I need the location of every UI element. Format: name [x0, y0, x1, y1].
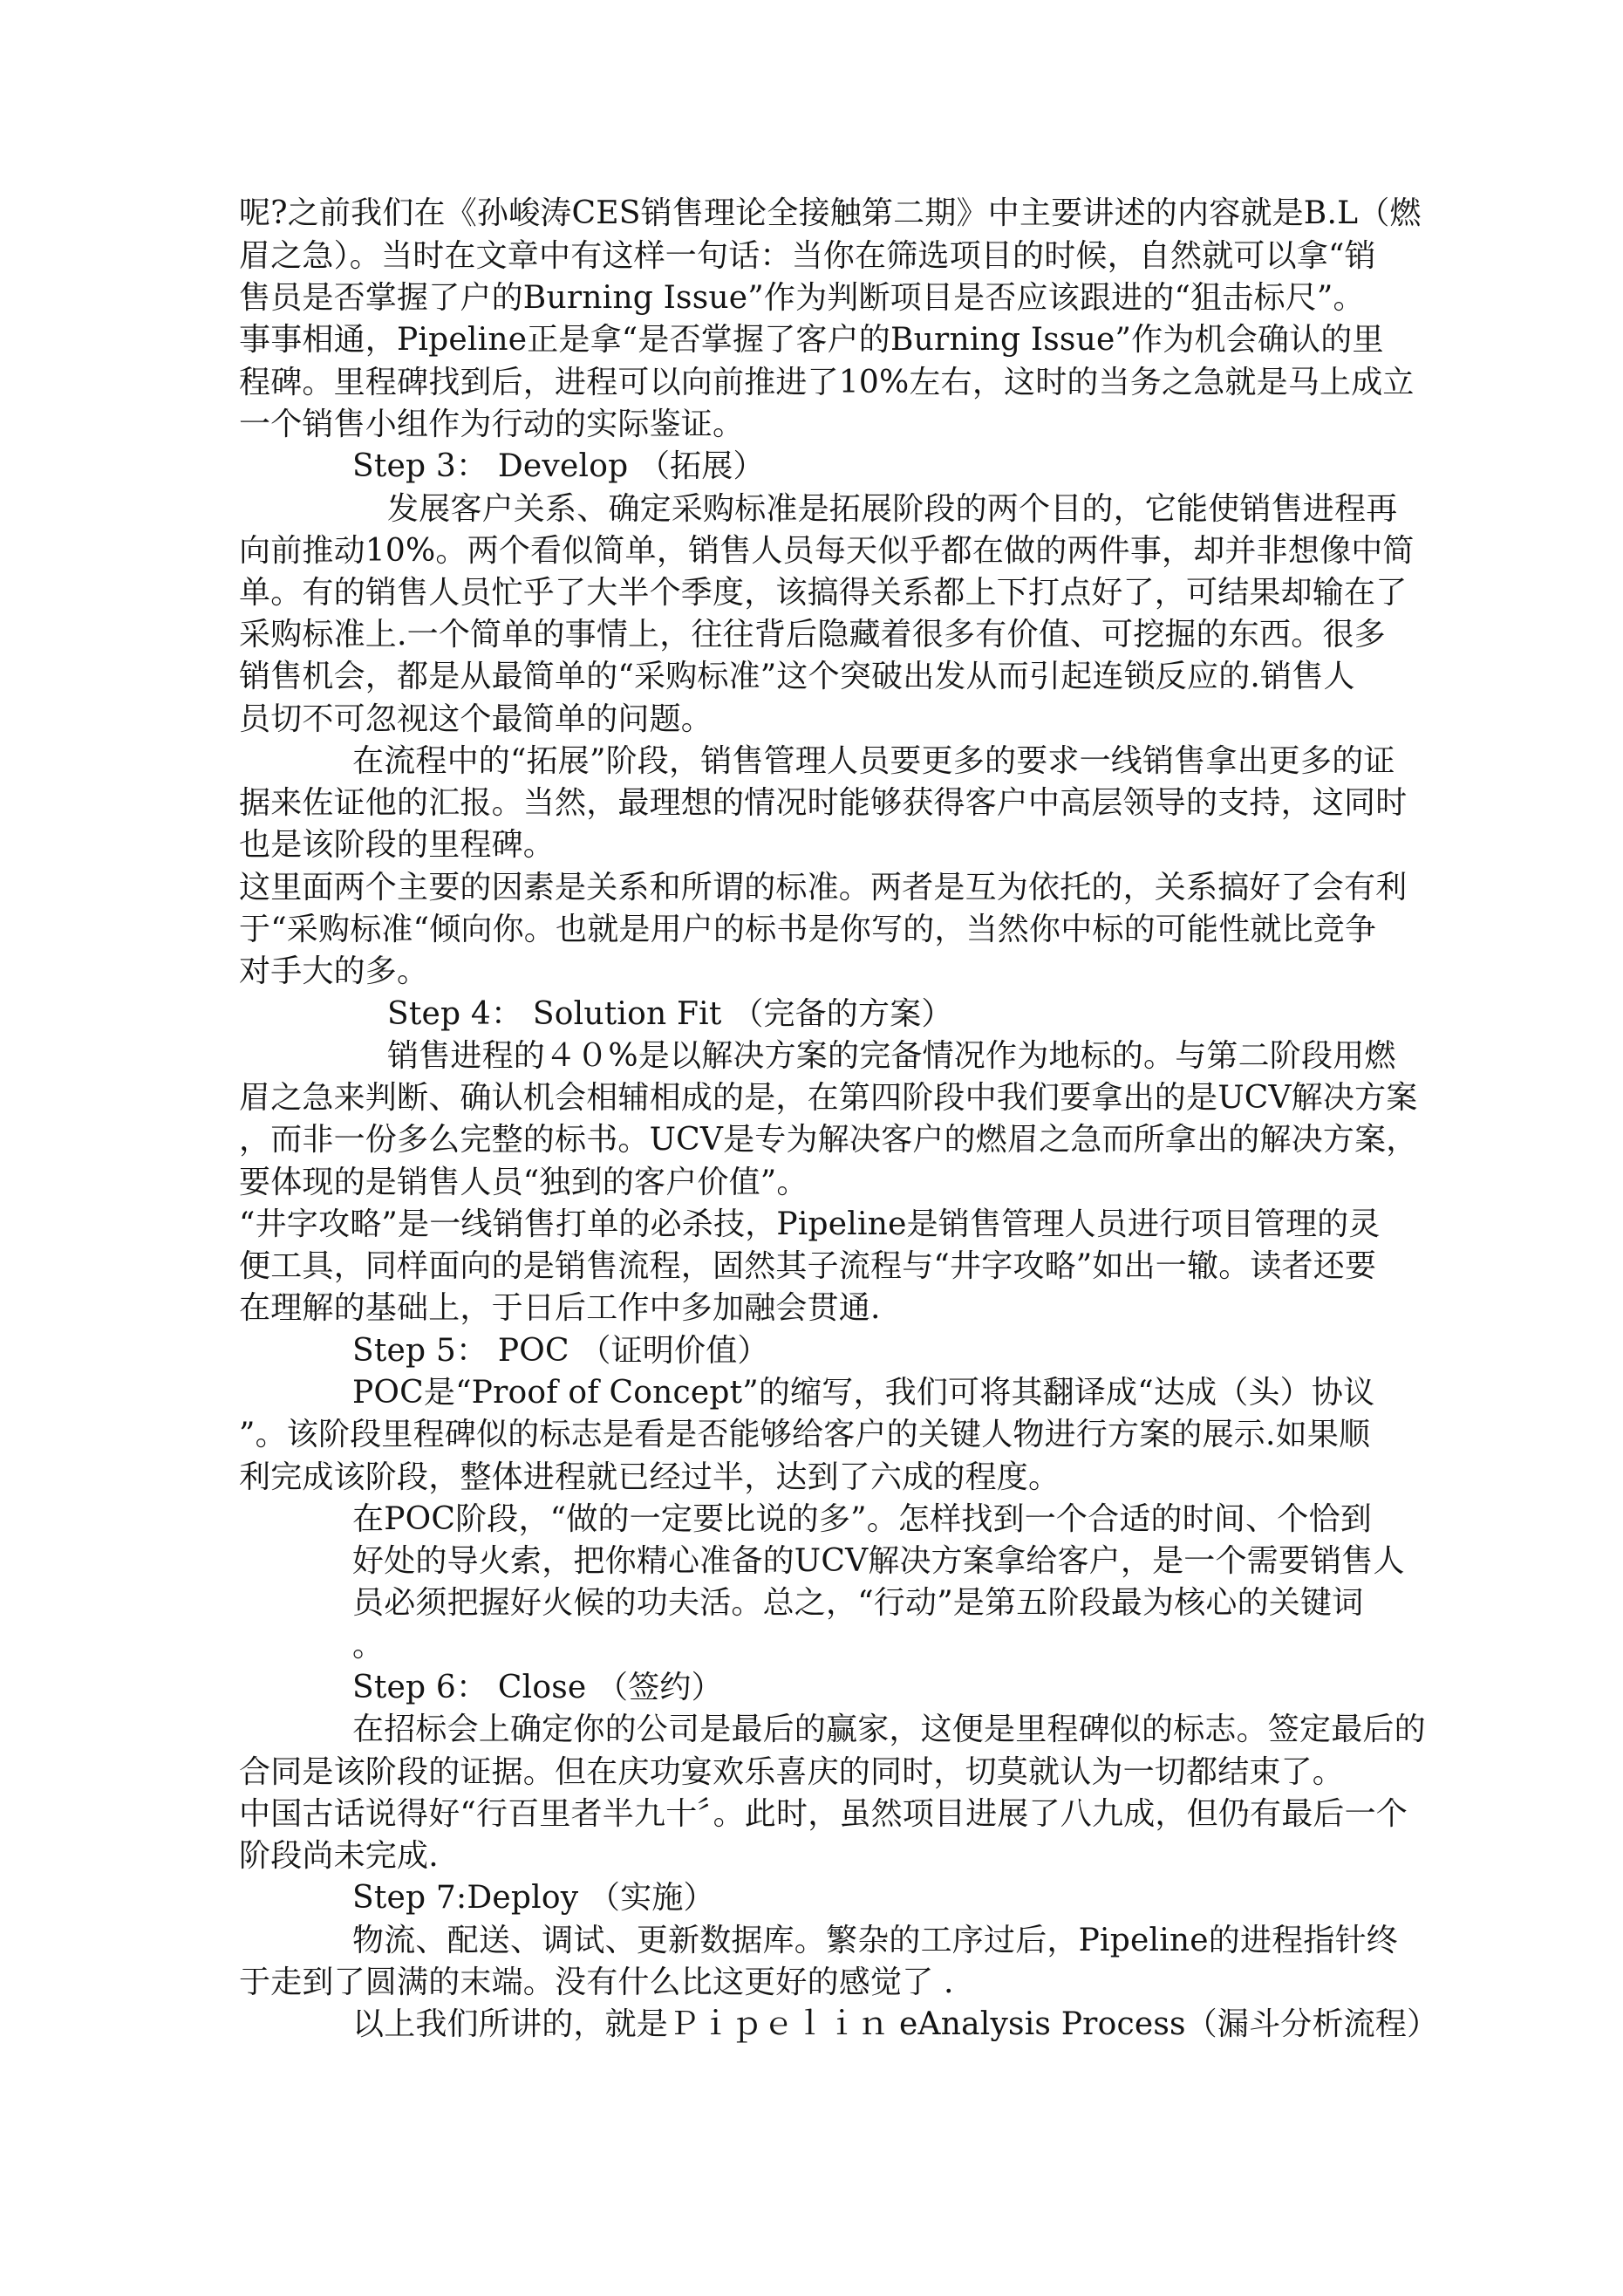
- text-line-31: 利完成该阶段，整体进程就已经过半，达到了六成的程度。: [239, 1459, 1060, 1495]
- text-line-9: 向前推动10%。两个看似简单，销售人员每天似乎都在做的两件事，却并非想像中简: [239, 533, 1415, 569]
- text-line-2: 眉之急）。当时在文章中有这样一句话：当你在筛选项目的时候，自然就可以拿“销: [239, 238, 1376, 274]
- text-line-17: 这里面两个主要的因素是关系和所谓的标准。两者是互为依托的，关系搞好了会有利: [239, 870, 1408, 905]
- text-line-16: 也是该阶段的里程碑。: [239, 827, 556, 863]
- text-line-44: 以上我们所讲的，就是Ｐｉｐｅｌｉｎ eAnalysis Process（漏斗分析流程）: [352, 2006, 1439, 2042]
- text-line-19: 对手大的多。: [239, 953, 429, 989]
- text-line-1: 呢?之前我们在《孙峻涛CES销售理论全接触第二期》中主要讲述的内容就是B.L（燃: [239, 195, 1422, 231]
- text-line-5: 程碑。里程碑找到后，进程可以向前推进了10%左右，这时的当务之急就是马上成立: [239, 365, 1415, 400]
- text-line-33: 好处的导火索，把你精心准备的UCV解决方案拿给客户，是一个需要销售人: [352, 1543, 1405, 1579]
- text-line-3: 售员是否掌握了户的Burning Issue”作为判断项目是否应该跟进的“狙击标尺”。: [239, 280, 1365, 316]
- text-line-4: 事事相通，Pipeline正是拿“是否掌握了客户的Burning Issue”作为机会确认的里: [239, 322, 1384, 358]
- text-line-15: 据来佐证他的汇报。当然，最理想的情况时能够获得客户中高层领导的支持，这同时: [239, 785, 1408, 821]
- step-3-heading: Step 3： Develop （拓展）: [352, 448, 765, 484]
- text-line-10: 单。有的销售人员忙乎了大半个季度，该搞得关系都上下打点好了，可结果却输在了: [239, 575, 1408, 611]
- text-line-14: 在流程中的“拓展”阶段，销售管理人员要更多的要求一线销售拿出更多的证: [352, 743, 1395, 779]
- text-line-43: 于走到了圆满的末端。没有什么比这更好的感觉了 .: [239, 1965, 954, 2000]
- text-line-13: 员切不可忽视这个最简单的问题。: [239, 701, 713, 737]
- text-line-25: “井字攻略”是一线销售打单的必杀技，Pipeline是销售管理人员进行项目管理的灵: [239, 1206, 1381, 1242]
- text-line-32: 在POC阶段，“做的一定要比说的多”。怎样找到一个合适的时间、个恰到: [352, 1501, 1372, 1537]
- text-line-12: 销售机会，都是从最简单的“采购标准”这个突破出发从而引起连锁反应的.销售人: [239, 659, 1355, 694]
- text-line-40: 阶段尚未完成.: [239, 1838, 439, 1874]
- text-line-18: 于“采购标准“倾向你。也就是用户的标书是你写的，当然你中标的可能性就比竞争: [239, 912, 1377, 947]
- text-line-24: 要体现的是销售人员“独到的客户价值”。: [239, 1165, 808, 1200]
- text-line-26: 便工具，同样面向的是销售流程，固然其子流程与“井字攻略”如出一辙。读者还要: [239, 1248, 1377, 1284]
- text-line-11: 采购标准上.一个简单的事情上，往往背后隐藏着很多有价值、可挖掘的东西。很多: [239, 617, 1386, 653]
- text-line-6: 一个销售小组作为行动的实际鉴证。: [239, 407, 745, 442]
- text-line-29: POC是“Proof of Concept”的缩写，我们可将其翻译成“达成（头）协议: [352, 1375, 1375, 1411]
- text-line-21: 销售进程的４０%是以解决方案的完备情况作为地标的。与第二阶段用燃: [387, 1038, 1396, 1074]
- text-line-22: 眉之急来判断、确认机会相辅相成的是，在第四阶段中我们要拿出的是UCV解决方案: [239, 1080, 1418, 1116]
- step-5-heading: Step 5： POC （证明价值）: [352, 1333, 769, 1369]
- text-line-8: 发展客户关系、确定采购标准是拓展阶段的两个目的，它能使销售进程再: [387, 491, 1398, 527]
- step-7-heading: Step 7:Deploy （实施）: [352, 1880, 715, 1916]
- text-line-42: 物流、配送、调试、更新数据库。繁杂的工序过后，Pipeline的进程指针终: [352, 1923, 1399, 1958]
- step-4-heading: Step 4： Solution Fit （完备的方案）: [387, 996, 953, 1032]
- text-line-23: ，而非一份多么完整的标书。UCV是专为解决客户的燃眉之急而所拿出的解决方案，: [239, 1122, 1418, 1158]
- text-line-37: 在招标会上确定你的公司是最后的赢家，这便是里程碑似的标志。签定最后的: [352, 1712, 1426, 1747]
- text-line-34: 员必须把握好火候的功夫活。总之，“行动”是第五阶段最为核心的关键词: [352, 1585, 1364, 1621]
- text-line-30: ”。该阶段里程碑似的标志是看是否能够给客户的关键人物进行方案的展示.如果顺: [239, 1417, 1371, 1452]
- text-line-39: 中国古话说得好“行百里者半九十〞。此时，虽然项目进展了八九成，但仍有最后一个: [239, 1796, 1408, 1832]
- text-line-27: 在理解的基础上，于日后工作中多加融会贯通.: [239, 1290, 881, 1326]
- step-6-heading: Step 6： Close （签约）: [352, 1670, 723, 1705]
- text-line-35: 。: [352, 1628, 385, 1664]
- text-line-38: 合同是该阶段的证据。但在庆功宴欢乐喜庆的同时，切莫就认为一切都结束了。: [239, 1754, 1345, 1790]
